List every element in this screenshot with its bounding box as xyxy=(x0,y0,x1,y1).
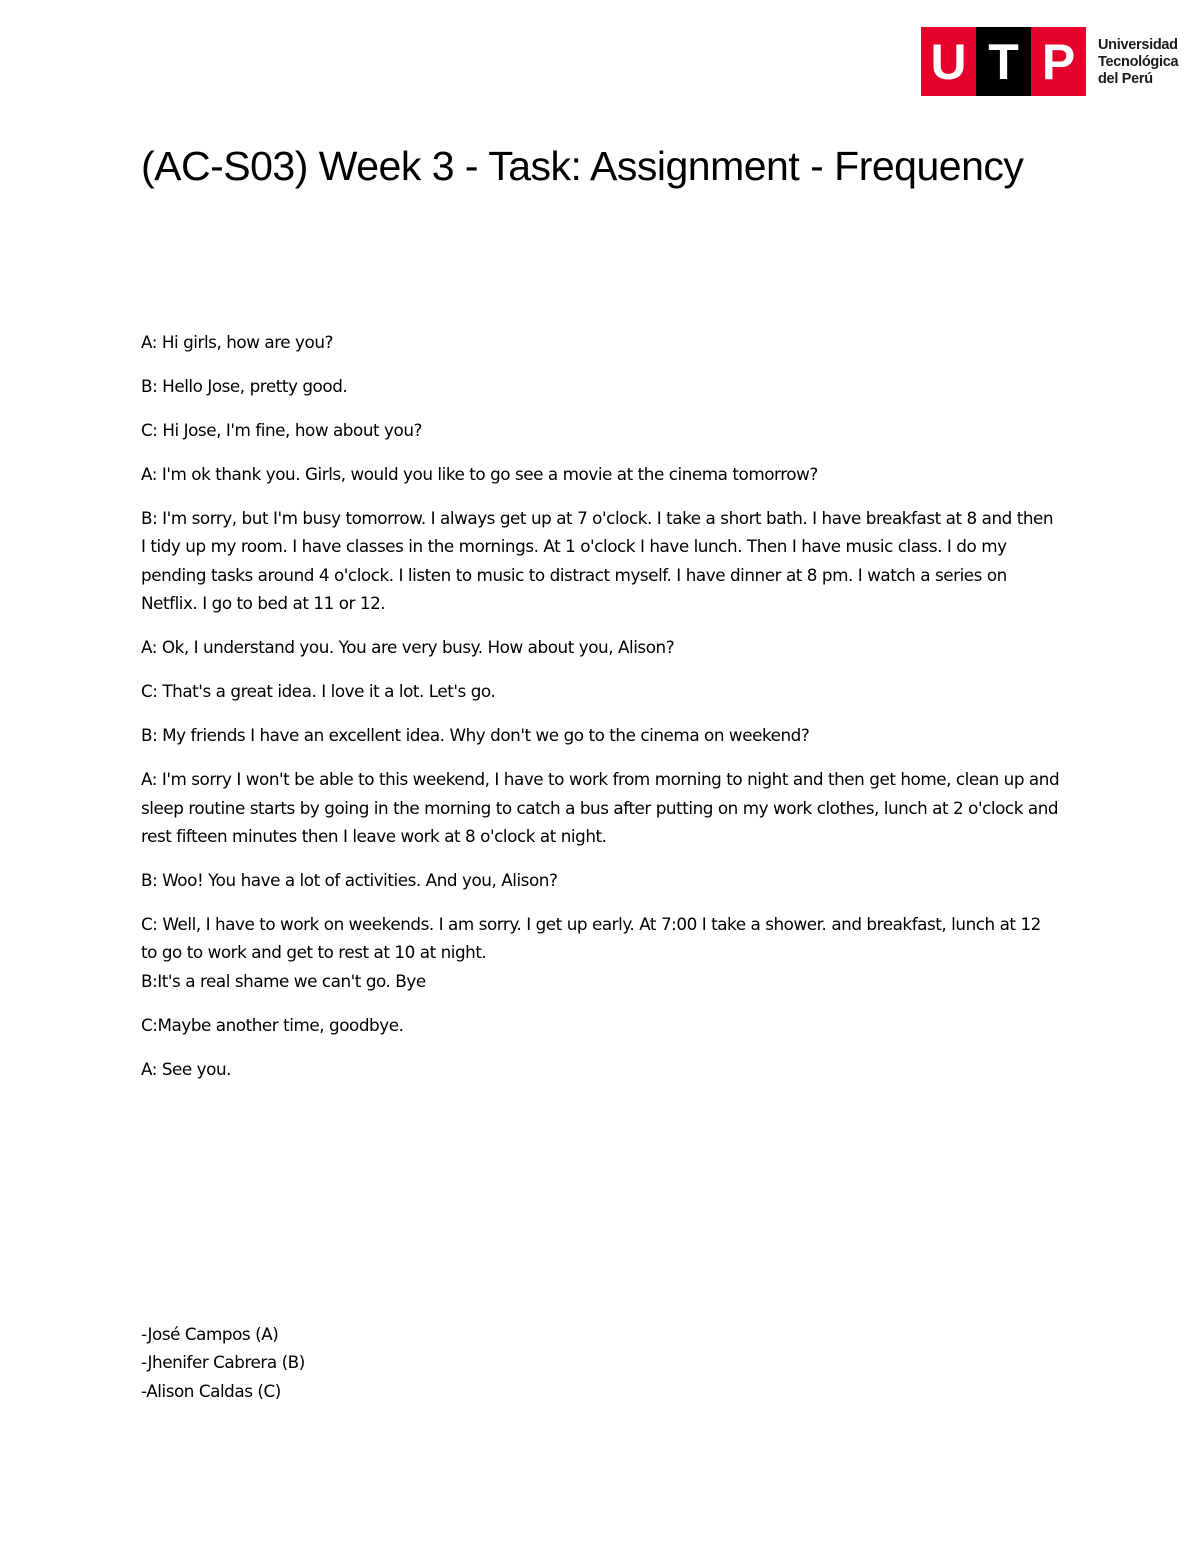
logo-name-line: Universidad xyxy=(1098,37,1178,53)
dialogue-text: C:Maybe another time, goodbye. xyxy=(141,1014,404,1035)
dialogue-text: A: I'm ok thank you. Girls, would you like to go see a movie at the cinema tomorrow? xyxy=(141,464,818,484)
dialogue-line xyxy=(141,1055,1061,1083)
dialogue-text: A: I'm sorry I won't be able to this weekend, I have to work from morning to night and then get home, clean up and sleep routine starts by going in the morning to catch a bus after putting on my work clothes, lunch at 2 o'clock and rest fifteen minutes then I leave work at 8 o'clock at night. xyxy=(141,769,1060,847)
dialogue-line xyxy=(141,866,1061,894)
dialogue-line xyxy=(141,633,1061,661)
dialogue-text: B: Hello Jose, pretty good. xyxy=(141,376,348,396)
dialogue-line xyxy=(141,1011,1061,1039)
dialogue-text: C: Well, I have to work on weekends. I am sorry. I get up early. At 7:00 I take a shower. and breakfast, lunch at 12 to go to work and get to rest at 10 at night. xyxy=(141,914,1041,963)
logo-name-line: Tecnológica xyxy=(1098,54,1179,70)
dialogue-text: A: Ok, I understand you. You are very busy. How about you, Alison? xyxy=(141,637,675,658)
signatures xyxy=(141,1320,305,1405)
dialogue xyxy=(141,328,1061,1099)
logo-letter-t: T xyxy=(976,27,1031,96)
logo-name-line: del Perú xyxy=(1098,71,1153,87)
dialogue-text: B: My friends I have an excellent idea. Why don't we go to the cinema on weekend? xyxy=(141,725,810,746)
logo-letter-u: U xyxy=(921,27,976,96)
signature-line: -Alison Caldas (C) xyxy=(141,1380,281,1401)
logo-letter-p: P xyxy=(1031,27,1086,96)
dialogue-text: C: That's a great idea. I love it a lot. Let's go. xyxy=(141,681,496,702)
signature-line: -José Campos (A) xyxy=(141,1324,279,1344)
dialogue-line xyxy=(141,721,1061,749)
dialogue-text: B: Woo! You have a lot of activities. And you, Alison? xyxy=(141,870,558,891)
signature-line: -Jhenifer Cabrera (B) xyxy=(141,1352,305,1373)
dialogue-text: B:It's a real shame we can't go. Bye xyxy=(141,970,426,991)
dialogue-line xyxy=(141,460,1061,488)
dialogue-line xyxy=(141,416,1061,444)
utp-logo xyxy=(921,27,1178,96)
document-title: (AC-S03) Week 3 - Task: Assignment - Frequency xyxy=(141,143,1024,189)
dialogue-line xyxy=(141,910,1061,995)
dialogue-text: B: I'm sorry, but I'm busy tomorrow. I always get up at 7 o'clock. I take a short bath. I have breakfast at 8 and then I tidy up my room. I have classes in the mornings. At 1 o'clock I have lunch. Then I have music class. I do my pending tasks around 4 o'clock. I listen to music to distract myself. I have dinner at 8 pm. I watch a series on Netflix. I go to bed at 11 or 12. xyxy=(141,508,1054,614)
logo-university-name xyxy=(1098,37,1178,88)
dialogue-text: C: Hi Jose, I'm fine, how about you? xyxy=(141,420,422,440)
dialogue-text: A: See you. xyxy=(141,1058,232,1079)
dialogue-line xyxy=(141,328,1061,356)
dialogue-line xyxy=(141,372,1061,400)
dialogue-line xyxy=(141,677,1061,705)
dialogue-text: A: Hi girls, how are you? xyxy=(141,332,334,352)
dialogue-line xyxy=(141,504,1061,618)
dialogue-line xyxy=(141,765,1061,850)
